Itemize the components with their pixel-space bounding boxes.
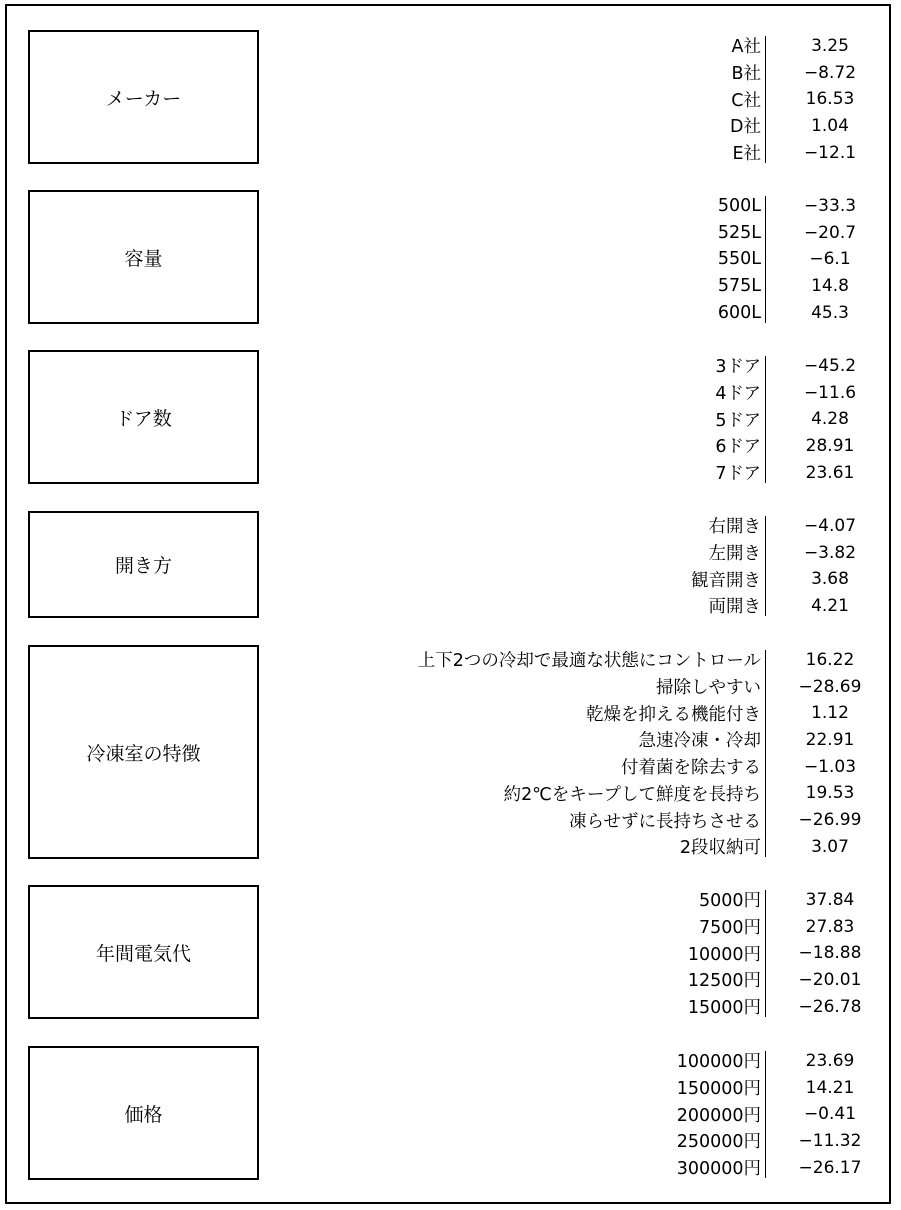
column-divider [765, 356, 766, 484]
level-value: 22.91 [805, 729, 855, 750]
level-label: 2段収納可 [679, 838, 761, 859]
group-label-box: メーカー [28, 30, 259, 164]
level-label: A社 [731, 37, 761, 58]
level-label: 掃除しやすい [656, 678, 761, 699]
level-label: 右開き [708, 517, 761, 538]
level-value: 23.61 [805, 462, 855, 483]
level-value: 16.22 [805, 649, 855, 670]
level-value: −20.7 [803, 222, 857, 243]
level-label: 7500円 [698, 918, 761, 939]
level-value: −12.1 [803, 142, 857, 163]
group-label-box: 冷凍室の特徴 [28, 645, 259, 859]
level-value: −20.01 [798, 969, 862, 990]
level-value: 14.21 [805, 1077, 855, 1098]
level-value: −11.6 [803, 382, 857, 403]
column-divider [765, 1051, 766, 1179]
level-label: 乾燥を抑える機能付き [586, 704, 761, 725]
level-value: 45.3 [811, 302, 849, 323]
level-value: −28.69 [798, 676, 862, 697]
level-label: 250000円 [676, 1132, 761, 1153]
level-label: 両開き [708, 597, 761, 618]
level-label: 550L [717, 249, 761, 270]
level-value: 4.21 [811, 595, 849, 616]
level-label: 5ドア [715, 410, 761, 431]
level-label: 4ドア [715, 384, 761, 405]
level-value: 3.25 [811, 35, 849, 56]
level-value: −1.03 [803, 756, 857, 777]
column-divider [765, 890, 766, 1018]
level-value: 3.68 [811, 569, 849, 590]
level-label: D社 [730, 117, 761, 138]
level-label: 観音開き [691, 570, 761, 591]
level-value: 3.07 [811, 836, 849, 857]
level-value: 1.12 [811, 703, 849, 724]
level-value: 23.69 [805, 1050, 855, 1071]
level-label: 12500円 [687, 971, 761, 992]
group-label-box: 開き方 [28, 511, 259, 618]
group-label-box: ドア数 [28, 350, 259, 484]
level-label: 付着菌を除去する [621, 758, 761, 779]
level-label: 10000円 [687, 944, 761, 965]
level-value: −26.17 [798, 1157, 862, 1178]
level-value: 16.53 [805, 89, 855, 110]
level-value: 1.04 [811, 115, 849, 136]
level-label: E社 [732, 144, 761, 165]
level-value: −8.72 [803, 62, 857, 83]
level-value: −0.41 [803, 1104, 857, 1125]
level-label: 15000円 [687, 998, 761, 1019]
level-label: C社 [731, 90, 761, 111]
group-label-box: 価格 [28, 1046, 259, 1180]
level-label: 6ドア [715, 437, 761, 458]
level-label: 約2℃をキープして鮮度を長持ち [503, 784, 761, 805]
level-value: 37.84 [805, 889, 855, 910]
level-label: 凍らせずに長持ちさせる [569, 811, 761, 832]
level-label: 5000円 [698, 891, 761, 912]
level-value: 28.91 [805, 435, 855, 456]
column-divider [765, 196, 766, 324]
level-value: 4.28 [811, 409, 849, 430]
level-label: 200000円 [676, 1105, 761, 1126]
level-value: −18.88 [798, 943, 862, 964]
level-label: 575L [717, 275, 761, 296]
level-value: 14.8 [811, 275, 849, 296]
level-label: 左開き [708, 544, 761, 565]
level-label: 7ドア [715, 464, 761, 485]
level-value: −3.82 [803, 542, 857, 563]
level-label: 100000円 [676, 1052, 761, 1073]
level-value: −26.78 [798, 996, 862, 1017]
level-value: −11.32 [798, 1130, 862, 1151]
level-value: 19.53 [805, 783, 855, 804]
level-value: −33.3 [803, 195, 857, 216]
level-value: −26.99 [798, 810, 862, 831]
level-label: 150000円 [676, 1079, 761, 1100]
level-label: 600L [717, 302, 761, 323]
level-label: 525L [717, 222, 761, 243]
level-label: 500L [717, 195, 761, 216]
level-value: −4.07 [803, 515, 857, 536]
group-label-box: 年間電気代 [28, 885, 259, 1019]
level-value: 27.83 [805, 916, 855, 937]
level-label: 300000円 [676, 1159, 761, 1180]
column-divider [765, 516, 766, 617]
level-value: −45.2 [803, 355, 857, 376]
level-value: −6.1 [809, 249, 851, 270]
level-label: 上下2つの冷却で最適な状態にコントロール [417, 651, 761, 672]
level-label: 急速冷凍・冷却 [638, 731, 761, 752]
column-divider [765, 36, 766, 164]
level-label: 3ドア [715, 357, 761, 378]
level-label: B社 [731, 64, 761, 85]
group-label-box: 容量 [28, 190, 259, 324]
column-divider [765, 650, 766, 858]
